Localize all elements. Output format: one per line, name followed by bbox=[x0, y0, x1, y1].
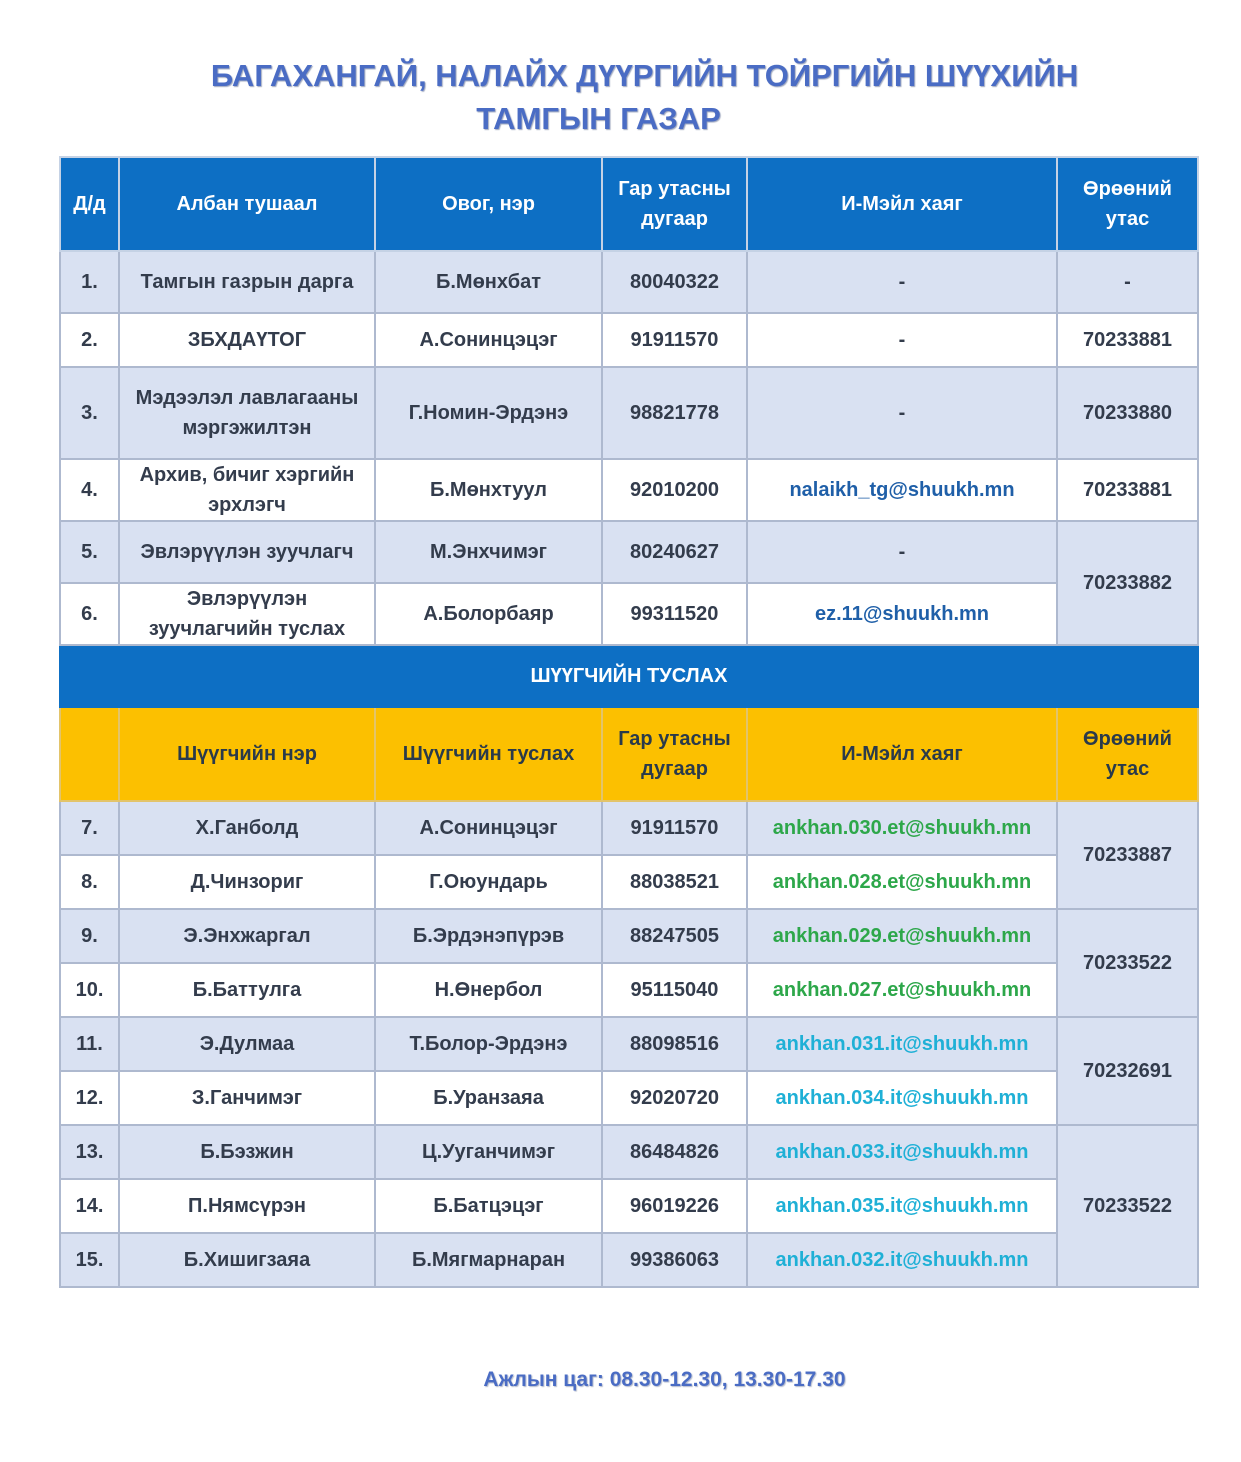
office-phone-cell: 70233881 bbox=[1057, 459, 1198, 521]
name-cell: Г.Номин-Эрдэнэ bbox=[375, 367, 602, 459]
judge-cell: П.Нямсүрэн bbox=[119, 1179, 375, 1233]
row-number: 10. bbox=[60, 963, 119, 1017]
position-cell: Архив, бичиг хэргийн эрхлэгч bbox=[119, 459, 375, 521]
name-cell: А.Сонинцэцэг bbox=[375, 313, 602, 367]
mobile-cell: 80040322 bbox=[602, 251, 747, 313]
email-link[interactable]: ez.11@shuukh.mn bbox=[747, 583, 1057, 645]
email-link[interactable]: ankhan.034.it@shuukh.mn bbox=[747, 1071, 1057, 1125]
row-number: 8. bbox=[60, 855, 119, 909]
mobile-cell: 88038521 bbox=[602, 855, 747, 909]
table-row bbox=[60, 521, 1198, 583]
judge-cell: З.Ганчимэг bbox=[119, 1071, 375, 1125]
row-number: 13. bbox=[60, 1125, 119, 1179]
table-row bbox=[60, 801, 1198, 855]
mobile-cell: 99386063 bbox=[602, 1233, 747, 1287]
section-title-row bbox=[60, 645, 1198, 707]
assistant-cell: Г.Оюундарь bbox=[375, 855, 602, 909]
header-email: И-Мэйл хаяг bbox=[747, 707, 1057, 801]
mobile-cell: 98821778 bbox=[602, 367, 747, 459]
assistant-cell: Т.Болор-Эрдэнэ bbox=[375, 1017, 602, 1071]
row-number: 2. bbox=[60, 313, 119, 367]
table-row bbox=[60, 963, 1198, 1017]
row-number: 4. bbox=[60, 459, 119, 521]
page-title-line1: БАГАХАНГАЙ, НАЛАЙХ ДҮҮРГИЙН ТОЙРГИЙН ШҮҮХИЙН bbox=[210, 58, 1079, 93]
table-row bbox=[60, 313, 1198, 367]
working-hours bbox=[0, 1368, 1241, 1392]
header-email: И-Мэйл хаяг bbox=[747, 157, 1057, 251]
judge-cell: Х.Ганболд bbox=[119, 801, 375, 855]
mobile-cell: 88098516 bbox=[602, 1017, 747, 1071]
position-cell: Мэдээлэл лавлагааны мэргэжилтэн bbox=[119, 367, 375, 459]
assistant-cell: Б.Эрдэнэпүрэв bbox=[375, 909, 602, 963]
email-link[interactable]: ankhan.031.it@shuukh.mn bbox=[747, 1017, 1057, 1071]
office-phone-cell: - bbox=[1057, 251, 1198, 313]
name-cell: Б.Мөнхбат bbox=[375, 251, 602, 313]
header-position: Албан тушаал bbox=[119, 157, 375, 251]
office-phone-cell: 70233880 bbox=[1057, 367, 1198, 459]
row-number: 14. bbox=[60, 1179, 119, 1233]
table-row bbox=[60, 367, 1198, 459]
table-header-row bbox=[60, 157, 1198, 251]
assistant-cell: Б.Батцэцэг bbox=[375, 1179, 602, 1233]
email-cell: - bbox=[747, 521, 1057, 583]
table-row bbox=[60, 1233, 1198, 1287]
mobile-cell: 99311520 bbox=[602, 583, 747, 645]
table-row bbox=[60, 583, 1198, 645]
mobile-cell: 92020720 bbox=[602, 1071, 747, 1125]
name-cell: А.Болорбаяр bbox=[375, 583, 602, 645]
email-cell: - bbox=[747, 313, 1057, 367]
email-link[interactable]: ankhan.032.it@shuukh.mn bbox=[747, 1233, 1057, 1287]
email-link[interactable]: ankhan.030.et@shuukh.mn bbox=[747, 801, 1057, 855]
position-cell: ЗБХДАҮТОГ bbox=[119, 313, 375, 367]
header-office: Өрөөний утас bbox=[1057, 157, 1198, 251]
section-title: ШҮҮГЧИЙН ТУСЛАХ bbox=[60, 645, 1198, 707]
row-number: 5. bbox=[60, 521, 119, 583]
header-mobile: Гар утасны дугаар bbox=[602, 157, 747, 251]
row-number: 7. bbox=[60, 801, 119, 855]
table-row bbox=[60, 1071, 1198, 1125]
mobile-cell: 91911570 bbox=[602, 801, 747, 855]
assistant-cell: Б.Уранзаяа bbox=[375, 1071, 602, 1125]
mobile-cell: 92010200 bbox=[602, 459, 747, 521]
row-number: 1. bbox=[60, 251, 119, 313]
table-row bbox=[60, 1125, 1198, 1179]
assistant-cell: Ц.Ууганчимэг bbox=[375, 1125, 602, 1179]
email-link[interactable]: nalaikh_tg@shuukh.mn bbox=[747, 459, 1057, 521]
row-number: 3. bbox=[60, 367, 119, 459]
table-row bbox=[60, 459, 1198, 521]
name-cell: М.Энхчимэг bbox=[375, 521, 602, 583]
staff-table bbox=[59, 156, 1199, 1288]
mobile-cell: 86484826 bbox=[602, 1125, 747, 1179]
assistant-cell: А.Сонинцэцэг bbox=[375, 801, 602, 855]
row-number: 15. bbox=[60, 1233, 119, 1287]
email-link[interactable]: ankhan.029.et@shuukh.mn bbox=[747, 909, 1057, 963]
page-title-line2: ТАМГЫН ГАЗАР bbox=[476, 101, 721, 136]
email-cell: - bbox=[747, 251, 1057, 313]
office-phone-cell: 70232691 bbox=[1057, 1017, 1198, 1125]
mobile-cell: 88247505 bbox=[602, 909, 747, 963]
table-header-row bbox=[60, 707, 1198, 801]
header-no bbox=[60, 707, 119, 801]
mobile-cell: 95115040 bbox=[602, 963, 747, 1017]
judge-cell: Б.Хишигзаяа bbox=[119, 1233, 375, 1287]
header-mobile: Гар утасны дугаар bbox=[602, 707, 747, 801]
header-judge: Шүүгчийн нэр bbox=[119, 707, 375, 801]
office-phone-cell: 70233882 bbox=[1057, 521, 1198, 645]
office-phone-cell: 70233522 bbox=[1057, 909, 1198, 1017]
table-row bbox=[60, 855, 1198, 909]
office-phone-cell: 70233887 bbox=[1057, 801, 1198, 909]
judge-cell: Б.Баттулга bbox=[119, 963, 375, 1017]
row-number: 12. bbox=[60, 1071, 119, 1125]
mobile-cell: 91911570 bbox=[602, 313, 747, 367]
judge-cell: Д.Чинзориг bbox=[119, 855, 375, 909]
table-row bbox=[60, 1017, 1198, 1071]
row-number: 6. bbox=[60, 583, 119, 645]
mobile-cell: 80240627 bbox=[602, 521, 747, 583]
email-cell: - bbox=[747, 367, 1057, 459]
email-link[interactable]: ankhan.033.it@shuukh.mn bbox=[747, 1125, 1057, 1179]
position-cell: Эвлэрүүлэн зуучлагч bbox=[119, 521, 375, 583]
position-cell: Тамгын газрын дарга bbox=[119, 251, 375, 313]
judge-cell: Э.Дулмаа bbox=[119, 1017, 375, 1071]
judge-cell: Э.Энхжаргал bbox=[119, 909, 375, 963]
assistant-cell: Б.Мягмарнаран bbox=[375, 1233, 602, 1287]
header-assistant: Шүүгчийн туслах bbox=[375, 707, 602, 801]
name-cell: Б.Мөнхтуул bbox=[375, 459, 602, 521]
assistant-cell: Н.Өнербол bbox=[375, 963, 602, 1017]
position-cell: Эвлэрүүлэн зуучлагчийн туслах bbox=[119, 583, 375, 645]
row-number: 9. bbox=[60, 909, 119, 963]
email-link[interactable]: ankhan.035.it@shuukh.mn bbox=[747, 1179, 1057, 1233]
email-link[interactable]: ankhan.027.et@shuukh.mn bbox=[747, 963, 1057, 1017]
judge-cell: Б.Бэзжин bbox=[119, 1125, 375, 1179]
email-link[interactable]: ankhan.028.et@shuukh.mn bbox=[747, 855, 1057, 909]
mobile-cell: 96019226 bbox=[602, 1179, 747, 1233]
header-office: Өрөөний утас bbox=[1057, 707, 1198, 801]
header-no: Д/д bbox=[60, 157, 119, 251]
table-row bbox=[60, 251, 1198, 313]
office-phone-cell: 70233522 bbox=[1057, 1125, 1198, 1287]
table-row bbox=[60, 1179, 1198, 1233]
office-phone-cell: 70233881 bbox=[1057, 313, 1198, 367]
row-number: 11. bbox=[60, 1017, 119, 1071]
table-row bbox=[60, 909, 1198, 963]
header-name: Овог, нэр bbox=[375, 157, 602, 251]
working-hours-text: Ажлын цаг: 08.30-12.30, 13.30-17.30 bbox=[483, 1368, 846, 1391]
